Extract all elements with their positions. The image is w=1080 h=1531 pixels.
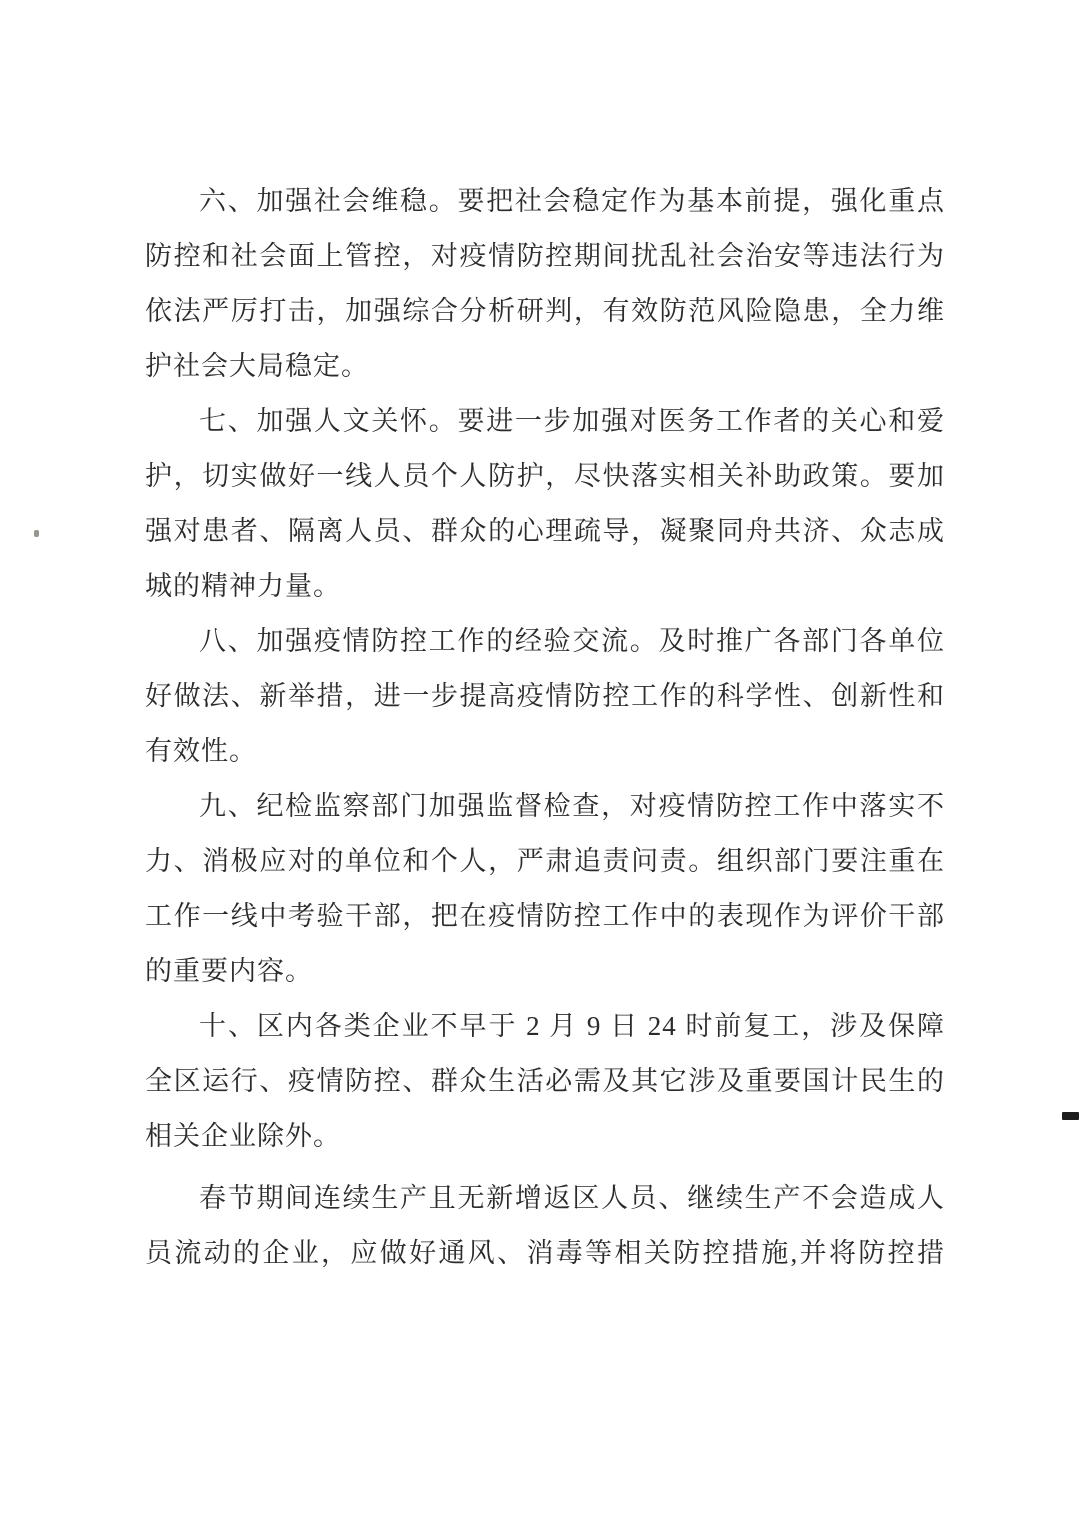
text-line: 七、加强人文关怀。要进一步加强对医务工作者的关心和爱 — [199, 406, 945, 436]
text-line: 全区运行、疫情防控、群众生活必需及其它涉及重要国计民生的 — [145, 1066, 945, 1096]
text-line: 防控和社会面上管控，对疫情防控期间扰乱社会治安等违法行为 — [145, 241, 945, 271]
paragraph-article-10-continuation — [145, 1171, 945, 1281]
text-line: 有效性。 — [145, 736, 257, 766]
scan-artifact-dash — [1062, 1112, 1079, 1120]
paragraph-article-6 — [145, 174, 945, 394]
text-line: 护社会大局稳定。 — [145, 351, 369, 381]
text-line: 春节期间连续生产且无新增返区人员、继续生产不会造成人 — [199, 1183, 945, 1213]
text-line: 城的精神力量。 — [145, 571, 341, 601]
paragraph-article-7 — [145, 394, 945, 614]
paragraph-article-8 — [145, 614, 945, 779]
text-line: 力、消极应对的单位和个人，严肃追责问责。组织部门要注重在 — [145, 846, 945, 876]
text-line: 员流动的企业，应做好通风、消毒等相关防控措施,并将防控措 — [145, 1238, 945, 1268]
text-line: 好做法、新举措，进一步提高疫情防控工作的科学性、创新性和 — [145, 681, 945, 711]
paragraph-article-10 — [145, 999, 945, 1164]
text-line: 九、纪检监察部门加强监督检查，对疫情防控工作中落实不 — [199, 791, 945, 821]
text-line: 依法严厉打击，加强综合分析研判，有效防范风险隐患，全力维 — [145, 296, 945, 326]
text-line: 工作一线中考验干部，把在疫情防控工作中的表现作为评价干部 — [145, 901, 945, 931]
text-line: 护，切实做好一线人员个人防护，尽快落实相关补助政策。要加 — [145, 461, 945, 491]
text-line: 十、区内各类企业不早于 2 月 9 日 24 时前复工，涉及保障 — [199, 1011, 945, 1041]
scan-artifact-speck — [34, 530, 39, 537]
document-body — [145, 174, 945, 1281]
paragraph-article-9 — [145, 779, 945, 999]
text-line: 相关企业除外。 — [145, 1121, 341, 1151]
text-line: 六、加强社会维稳。要把社会稳定作为基本前提，强化重点 — [199, 186, 945, 216]
text-line: 强对患者、隔离人员、群众的心理疏导，凝聚同舟共济、众志成 — [145, 516, 945, 546]
text-line: 的重要内容。 — [145, 956, 313, 986]
text-line: 八、加强疫情防控工作的经验交流。及时推广各部门各单位 — [199, 626, 945, 656]
